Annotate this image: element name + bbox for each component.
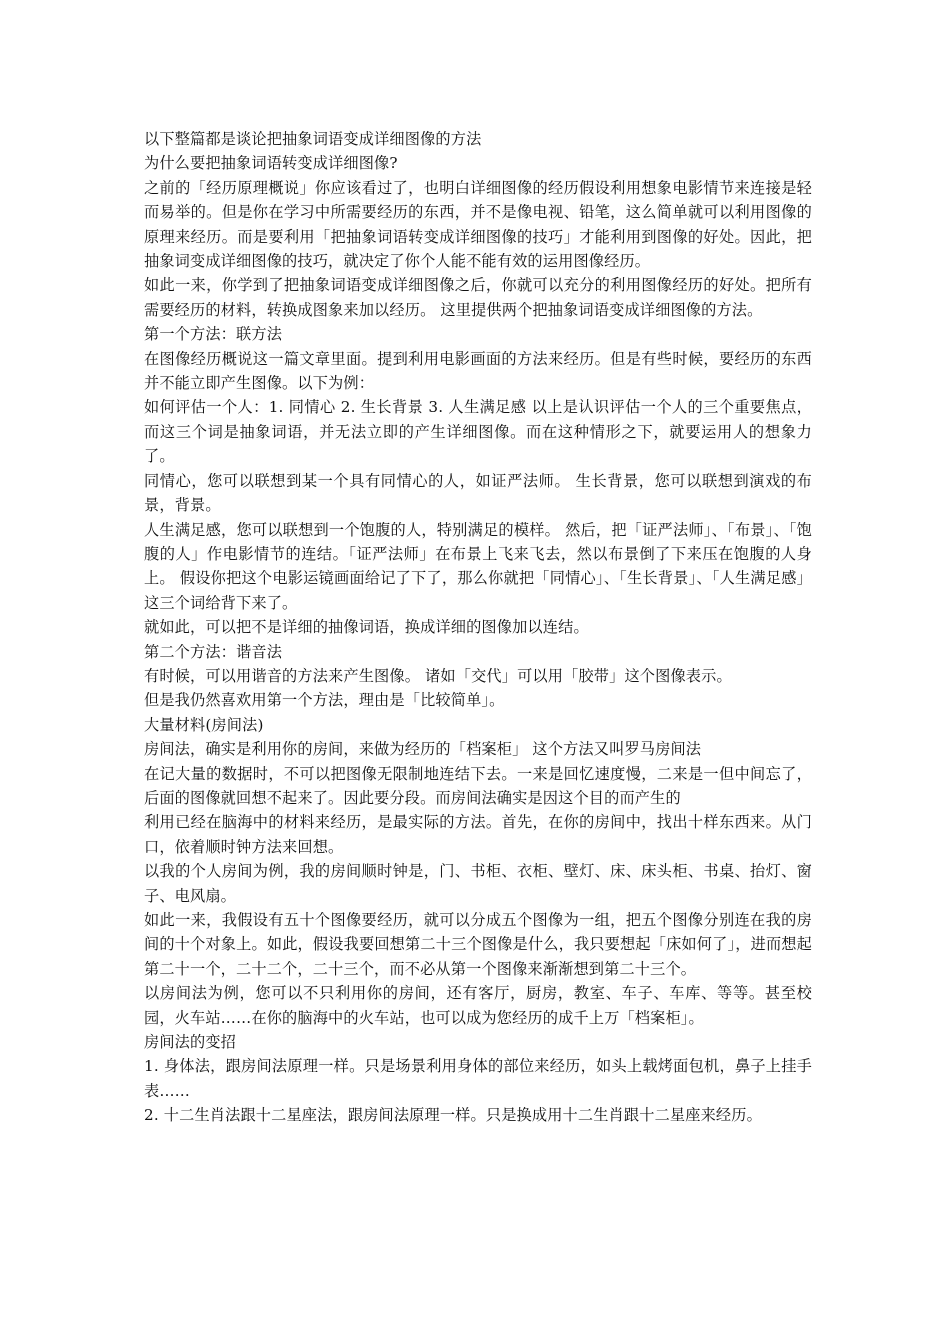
body-paragraph: 人生满足感，您可以联想到一个饱腹的人，特别满足的模样。 然后，把「证严法师」、「布景」、「饱腹的人」作电影情节的连结。「证严法师」在布景上飞来飞去，然以布景倒了下来压在饱腹的人身上。 假设你把这个电影运镜画面给记了下了，那么你就把「同情心」、「生长背景」、「人生满足感」这三个词给背下来了。 xyxy=(144,520,812,612)
body-paragraph: 但是我仍然喜欢用第一个方法，理由是「比较简单」。 xyxy=(144,691,505,710)
body-paragraph: 在记大量的数据时，不可以把图像无限制地连结下去。一来是回忆速度慢，二来是一但中间忘了，后面的图像就回想不起来了。因此要分段。而房间法确实是因这个目的而产生的 xyxy=(144,764,812,807)
body-paragraph: 以我的个人房间为例，我的房间顺时钟是，门、书柜、衣柜、壁灯、床、床头柜、书桌、抬灯、窗子、电风扇。 xyxy=(144,862,812,905)
variant-heading: 房间法的变招 xyxy=(144,1033,237,1052)
body-paragraph: 如何评估一个人：1. 同情心 2. 生长背景 3. 人生满足感 以上是认识评估一个人的三个重要焦点，而这三个词是抽象词语，并无法立即的产生详细图像。而在这种情形之下，就要运用人的想象力了。 xyxy=(144,398,812,466)
body-paragraph: 在图像经历概说这一篇文章里面。提到利用电影画面的方法来经历。但是有些时候，要经历的东西并不能立即产生图像。以下为例： xyxy=(144,349,812,393)
body-paragraph: 就如此，可以把不是详细的抽像词语，换成详细的图像加以连结。 xyxy=(144,618,589,637)
question-heading: 为什么要把抽象词语转变成详细图像? xyxy=(144,154,398,173)
method-two-heading: 第二个方法：谐音法 xyxy=(144,642,283,661)
intro-line: 以下整篇都是谈论把抽象词语变成详细图像的方法 xyxy=(144,130,482,148)
body-paragraph: 有时候，可以用谐音的方法来产生图像。 诸如「交代」可以用「胶带」这个图像表示。 xyxy=(144,666,732,685)
body-paragraph: 利用已经在脑海中的材料来经历，是最实际的方法。首先，在你的房间中，找出十样东西来。从门口，依着顺时钟方法来回想。 xyxy=(144,813,812,856)
list-item: 1. 身体法，跟房间法原理一样。只是场景利用身体的部位来经历，如头上载烤面包机，鼻子上挂手表…… xyxy=(144,1057,812,1100)
body-paragraph: 同情心，您可以联想到某一个具有同情心的人，如证严法师。 生长背景，您可以联想到演戏的布景，背景。 xyxy=(144,471,812,515)
body-paragraph: 之前的「经历原理概说」你应该看过了，也明白详细图像的经历假设利用想象电影情节来连接是轻而易举的。但是你在学习中所需要经历的东西，并不是像电视、铅笔，这么简单就可以利用图像的原理来经历。而是要利用「把抽象词语转变成详细图像的技巧」才能利用到图像的好处。因此，把抽象词变成详细图像的技巧，就决定了你个人能不能有效的运用图像经历。 xyxy=(144,178,812,271)
list-item: 2. 十二生肖法跟十二星座法，跟房间法原理一样。只是换成用十二生肖跟十二星座来经历。 xyxy=(144,1106,762,1125)
body-paragraph: 以房间法为例，您可以不只利用你的房间，还有客厅，厨房，教室、车子、车库、等等。甚至校园，火车站……在你的脑海中的火车站，也可以成为您经历的成千上万「档案柜」。 xyxy=(144,984,812,1027)
body-paragraph: 如此一来，你学到了把抽象词语变成详细图像之后，你就可以充分的利用图像经历的好处。把所有需要经历的材料，转换成图象来加以经历。 这里提供两个把抽象词语变成详细图像的方法。 xyxy=(144,276,812,319)
method-one-heading: 第一个方法：联方法 xyxy=(144,325,283,344)
room-method-heading: 大量材料(房间法) xyxy=(144,715,264,734)
body-paragraph: 房间法，确实是利用你的房间，来做为经历的「档案柜」 这个方法又叫罗马房间法 xyxy=(144,740,702,759)
body-paragraph: 如此一来，我假设有五十个图像要经历，就可以分成五个图像为一组，把五个图像分别连在我的房间的十个对象上。如此，假设我要回想第二十三个图像是什么，我只要想起「床如何了」，进而想起第二十一个，二十二个，二十三个，而不必从第一个图像来渐渐想到第二十三个。 xyxy=(144,911,812,978)
